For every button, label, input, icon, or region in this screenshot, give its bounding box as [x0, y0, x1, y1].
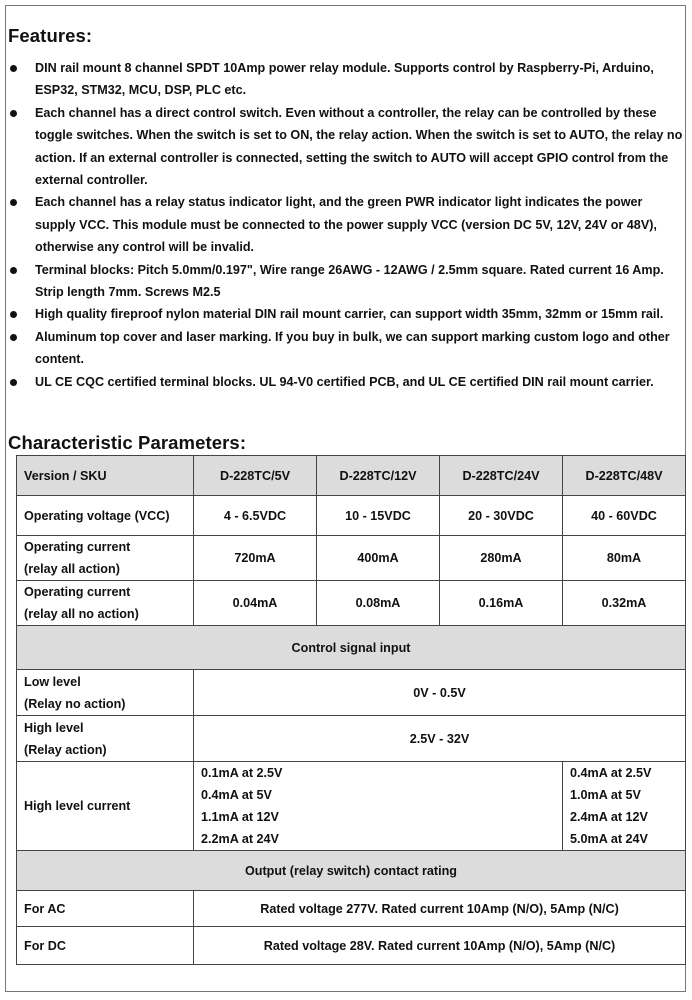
table-row	[17, 536, 686, 581]
row-label-line: Low level	[24, 674, 81, 689]
row-label-line: (Relay action)	[24, 742, 107, 757]
table-cell: 0.32mA	[563, 581, 686, 626]
bullet-icon	[10, 110, 17, 117]
table-cell: 2.5V - 32V	[194, 716, 686, 762]
bullet-icon	[10, 379, 17, 386]
current-line: 0.4mA at 2.5V	[570, 766, 652, 780]
row-label-line: (relay all no action)	[24, 607, 139, 621]
row-label	[17, 581, 194, 626]
table-cell: 0.04mA	[194, 581, 317, 626]
table-cell: Rated voltage 277V. Rated current 10Amp (N/O), 5Amp (N/C)	[194, 891, 686, 927]
table-cell: 80mA	[563, 536, 686, 581]
row-label	[17, 670, 194, 716]
sku-header-cell: D-228TC/12V	[317, 456, 440, 496]
table-cell: 280mA	[440, 536, 563, 581]
feature-text: Aluminum top cover and laser marking. If you buy in bulk, we can support marking custom logo and other content.	[35, 329, 670, 367]
list-item	[0, 303, 686, 325]
table-cell: 10 - 15VDC	[317, 496, 440, 536]
section-header: Control signal input	[17, 626, 686, 670]
table-cell: 400mA	[317, 536, 440, 581]
table-row	[17, 581, 686, 626]
table-row	[17, 626, 686, 670]
table-row	[17, 496, 686, 536]
bullet-icon	[10, 334, 17, 341]
features-list	[0, 57, 686, 393]
table-cell	[563, 762, 686, 851]
row-label-line: (relay all action)	[24, 562, 120, 576]
table-row	[17, 851, 686, 891]
row-label	[17, 716, 194, 762]
table-cell: Rated voltage 28V. Rated current 10Amp (N/O), 5Amp (N/C)	[194, 927, 686, 965]
features-heading: Features:	[8, 25, 93, 46]
row-label-line: Operating current	[24, 585, 131, 599]
sku-header-label: Version / SKU	[17, 456, 194, 496]
current-line: 2.4mA at 12V	[570, 810, 648, 824]
current-line: 0.4mA at 5V	[201, 788, 272, 802]
table-cell: 0.08mA	[317, 581, 440, 626]
list-item	[0, 102, 686, 192]
params-heading: Characteristic Parameters:	[8, 432, 247, 453]
section-header: Output (relay switch) contact rating	[17, 851, 686, 891]
feature-text: Terminal blocks: Pitch 5.0mm/0.197", Wire range 26AWG - 12AWG / 2.5mm square. Rated current 16 Amp. Strip length 7mm. Screws M2.5	[35, 262, 664, 300]
current-line: 5.0mA at 24V	[570, 832, 648, 846]
row-label	[17, 536, 194, 581]
feature-text: Each channel has a relay status indicator light, and the green PWR indicator light indicates the power supply VCC. This module must be connected to the power supply VCC (version DC 5V, 12V, 24V or 48V), otherwise any control will be invalid.	[35, 195, 657, 255]
bullet-icon	[10, 311, 17, 318]
feature-text: DIN rail mount 8 channel SPDT 10Amp power relay module. Supports control by Raspberry-Pi, Arduino, ESP32, STM32, MCU, DSP, PLC etc.	[35, 61, 654, 98]
row-label-line: Operating current	[24, 540, 131, 554]
row-label-line: High level	[24, 720, 84, 735]
current-line: 2.2mA at 24V	[201, 832, 279, 846]
sku-header-cell: D-228TC/24V	[440, 456, 563, 496]
bullet-icon	[10, 65, 17, 72]
table-cell: 0.16mA	[440, 581, 563, 626]
table-row	[17, 762, 686, 851]
row-label: For DC	[17, 927, 194, 965]
table-cell: 720mA	[194, 536, 317, 581]
row-label: Operating voltage (VCC)	[17, 496, 194, 536]
table-cell: 20 - 30VDC	[440, 496, 563, 536]
table-cell	[194, 762, 563, 851]
bullet-icon	[10, 199, 17, 206]
table-row	[17, 891, 686, 927]
feature-text: UL CE CQC certified terminal blocks. UL 94-V0 certified PCB, and UL CE certified DIN rail mount carrier.	[35, 374, 654, 389]
row-label: For AC	[17, 891, 194, 927]
row-label-line: (Relay no action)	[24, 696, 126, 711]
current-line: 0.1mA at 2.5V	[201, 766, 283, 780]
table-cell: 4 - 6.5VDC	[194, 496, 317, 536]
params-table	[16, 455, 686, 965]
row-label: High level current	[17, 762, 194, 851]
table-cell: 0V - 0.5V	[194, 670, 686, 716]
table-row	[17, 716, 686, 762]
list-item	[0, 57, 686, 102]
table-cell: 40 - 60VDC	[563, 496, 686, 536]
feature-text: High quality fireproof nylon material DIN rail mount carrier, can support width 35mm, 32mm or 15mm rail.	[35, 307, 664, 322]
bullet-icon	[10, 267, 17, 274]
feature-text: Each channel has a direct control switch. Even without a controller, the relay can be controlled by these toggle switches. When the switch is set to ON, the relay action. When the switch is set to AUTO, the relay no action. If an external controller is connected, setting the switch to AUTO will accept GPIO control from the external controller.	[35, 105, 683, 188]
sku-header-cell: D-228TC/5V	[194, 456, 317, 496]
current-line: 1.0mA at 5V	[570, 788, 641, 802]
table-row	[17, 927, 686, 965]
sku-header-cell: D-228TC/48V	[563, 456, 686, 496]
table-row	[17, 670, 686, 716]
list-item	[0, 191, 686, 258]
current-line: 1.1mA at 12V	[201, 810, 279, 824]
list-item	[0, 259, 686, 304]
table-row	[17, 456, 686, 496]
list-item	[0, 371, 686, 393]
list-item	[0, 326, 686, 371]
